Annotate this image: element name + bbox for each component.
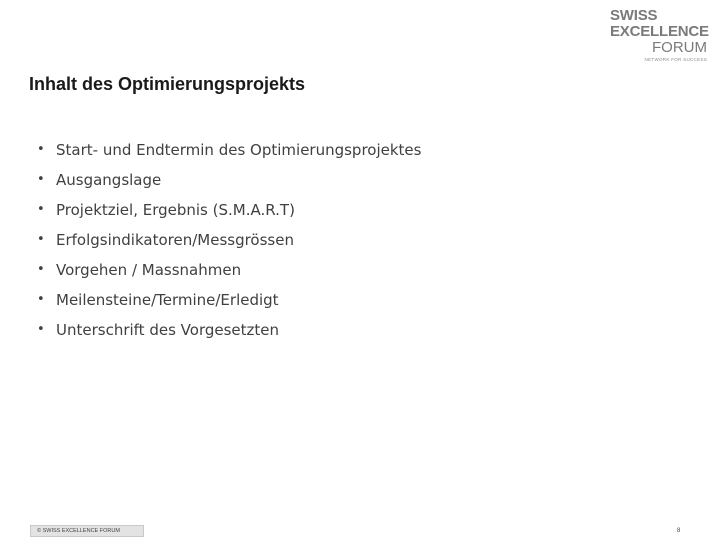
logo-line-2: EXCELLENCE — [610, 23, 709, 40]
bullet-item — [37, 228, 421, 258]
bullet-list — [37, 138, 421, 348]
bullet-text: Ausgangslage — [56, 171, 162, 189]
bullet-item — [37, 318, 421, 348]
bullet-item — [37, 258, 421, 288]
bullet-text: Erfolgsindikatoren/Messgrössen — [56, 231, 294, 249]
bullet-text: Unterschrift des Vorgesetzten — [56, 321, 280, 339]
bullet-icon: • — [37, 292, 45, 307]
bullet-icon: • — [37, 202, 45, 217]
logo-line-1: SWISS — [610, 7, 658, 24]
bullet-icon: • — [37, 142, 45, 157]
logo-tagline: NETWORK FOR SUCCESS — [644, 57, 707, 62]
page-number: 8 — [677, 528, 681, 534]
slide-title: Inhalt des Optimierungsprojekts — [29, 74, 306, 94]
bullet-text: Meilensteine/Termine/Erledigt — [56, 291, 279, 309]
logo-line-3: FORUM — [652, 39, 707, 56]
bullet-icon: • — [37, 322, 45, 337]
swiss-excellence-forum-logo — [597, 8, 707, 63]
bullet-item — [37, 198, 421, 228]
bullet-item — [37, 288, 421, 318]
footer-copyright: © SWISS EXCELLENCE FORUM — [30, 525, 144, 537]
bullet-icon: • — [37, 262, 45, 277]
bullet-text: Projektziel, Ergebnis (S.M.A.R.T) — [56, 201, 295, 219]
bullet-item — [37, 168, 421, 198]
bullet-item — [37, 138, 421, 168]
bullet-text: Vorgehen / Massnahmen — [56, 261, 242, 279]
bullet-text: Start- und Endtermin des Optimierungsprojektes — [56, 141, 422, 159]
bullet-icon: • — [37, 232, 45, 247]
bullet-icon: • — [37, 172, 45, 187]
